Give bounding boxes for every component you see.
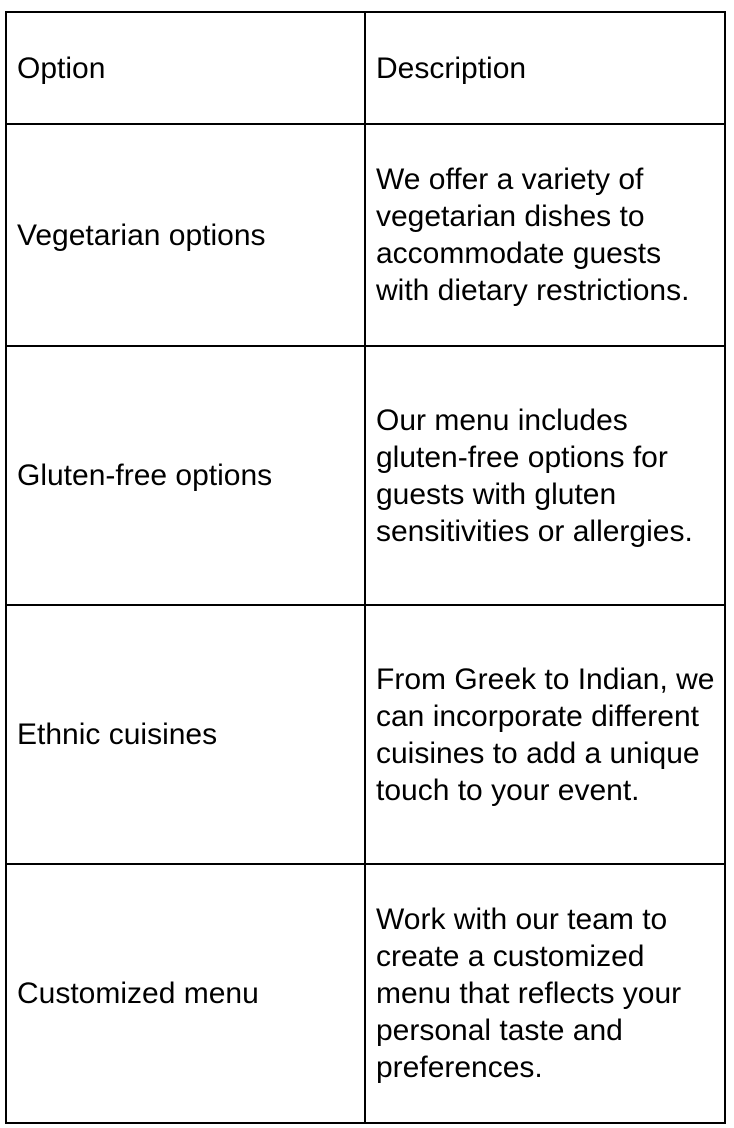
options-table	[5, 11, 726, 1124]
header-description: Description	[365, 12, 725, 124]
table-row	[6, 124, 725, 346]
description-cell: Work with our team to create a customized menu that reflects your personal taste and preferences.	[365, 864, 725, 1123]
header-option: Option	[6, 12, 365, 124]
description-cell: Our menu includes gluten-free options for guests with gluten sensitivities or allergies.	[365, 346, 725, 605]
description-cell: We offer a variety of vegetarian dishes to accommodate guests with dietary restrictions.	[365, 124, 725, 346]
option-cell: Gluten-free options	[6, 346, 365, 605]
option-cell: Vegetarian options	[6, 124, 365, 346]
option-cell: Customized menu	[6, 864, 365, 1123]
table-header-row	[6, 12, 725, 124]
description-cell: From Greek to Indian, we can incorporate different cuisines to add a unique touch to your event.	[365, 605, 725, 864]
table-row	[6, 605, 725, 864]
table-row	[6, 864, 725, 1123]
table-row	[6, 346, 725, 605]
option-cell: Ethnic cuisines	[6, 605, 365, 864]
